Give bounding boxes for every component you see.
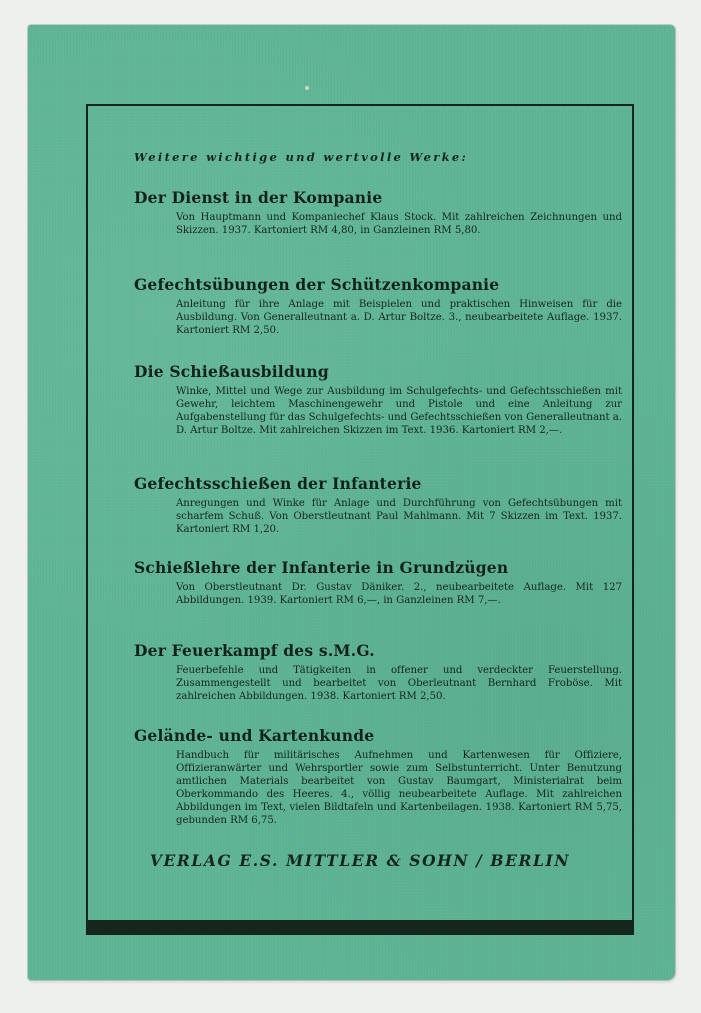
- publisher-imprint: VERLAG E.S. MITTLER & SOHN / BERLIN: [149, 851, 571, 870]
- booklet-back-cover: [28, 25, 675, 980]
- book-entry: [134, 275, 622, 337]
- book-title: Der Feuerkampf des s.M.G.: [134, 641, 375, 660]
- book-description: Von Hauptmann und Kompaniechef Klaus Stock. Mit zahlreichen Zeichnungen und Skizzen. 1937. Kartoniert RM 4,80, in Ganzleinen RM 5,80.: [176, 212, 622, 236]
- book-entry: [134, 726, 622, 827]
- book-entry: [134, 362, 622, 437]
- book-entry: [134, 558, 622, 607]
- book-title: Schießlehre der Infanterie in Grundzügen: [134, 558, 509, 577]
- book-title: Gefechtsübungen der Schützenkompanie: [134, 275, 500, 294]
- book-description: Feuerbefehle und Tätigkeiten in offener und verdeckter Feuerstellung. Zusammengestellt und bearbeitet von Oberleutnant Bernhard Froböse. Mit zahlreichen Abbildungen. 1938. Kartoniert RM 2,50.: [176, 665, 622, 702]
- book-title: Gefechtsschießen der Infanterie: [134, 474, 422, 493]
- book-title: Die Schießausbildung: [134, 362, 329, 381]
- book-title: Gelände- und Kartenkunde: [134, 726, 375, 745]
- text-frame: [86, 104, 634, 935]
- book-title: Der Dienst in der Kompanie: [134, 188, 383, 207]
- paper-stain: [305, 86, 309, 90]
- book-entry: [134, 641, 622, 703]
- book-entry: [134, 188, 622, 237]
- book-description: Von Oberstleutnant Dr. Gustav Däniker. 2., neubearbeitete Auflage. Mit 127 Abbildungen. 1939. Kartoniert RM 6,—, in Ganzleinen RM 7,—.: [176, 582, 622, 606]
- book-description: Anregungen und Winke für Anlage und Durchführung von Gefechtsübungen mit scharfem Schuß. Von Oberstleutnant Paul Mahlmann. Mit 7 Skizzen im Text. 1937. Kartoniert RM 1,20.: [176, 498, 622, 535]
- intro-heading: Weitere wichtige und wertvolle Werke:: [134, 150, 469, 164]
- book-description: Winke, Mittel und Wege zur Ausbildung im Schulgefechts- und Gefechtsschießen mit Gewehr, leichtem Maschinengewehr und Pistole und eine Anleitung zur Aufgabenstellung für das Schulgefechts- und Gefechtsschießen von Generalleutnant a. D. Artur Boltze. Mit zahlreichen Skizzen im Text. 1936. Kartoniert RM 2,—.: [176, 386, 622, 436]
- book-entry: [134, 474, 622, 536]
- book-description: Handbuch für militärisches Aufnehmen und Kartenwesen für Offiziere, Offizieranwärter und Wehrsportler sowie zum Selbstunterricht. Unter Benutzung amtlichen Materials bearbeitet von Gustav Baumgart, Ministerialrat beim Oberkommando des Heeres. 4., völlig neubearbeitete Auflage. Mit zahlreichen Abbildungen im Text, vielen Bildtafeln und Kartenbeilagen. 1938. Kartoniert RM 5,75, gebunden RM 6,75.: [176, 750, 622, 826]
- book-description: Anleitung für ihre Anlage mit Beispielen und praktischen Hinweisen für die Ausbildung. Von Generalleutnant a. D. Artur Boltze. 3., neubearbeitete Auflage. 1937. Kartoniert RM 2,50.: [176, 299, 622, 336]
